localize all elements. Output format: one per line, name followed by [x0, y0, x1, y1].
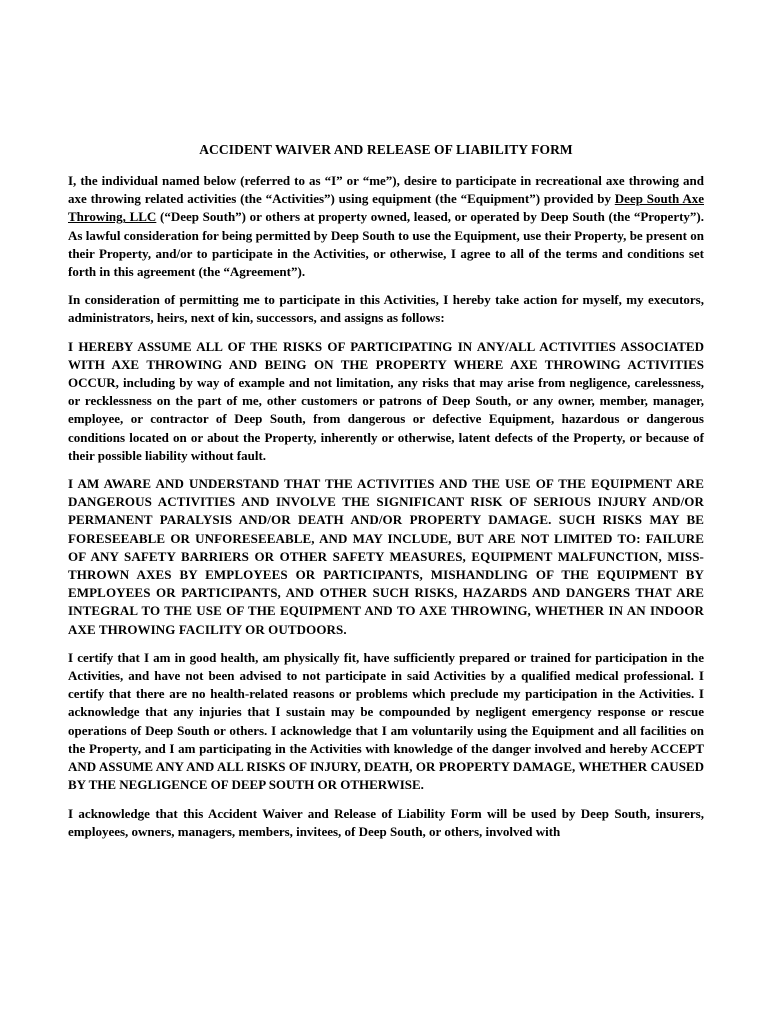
paragraph-health-certification: [68, 649, 704, 795]
paragraph-dangers: I AM AWARE AND UNDERSTAND THAT THE ACTIVITIES AND THE USE OF THE EQUIPMENT ARE DANGEROUS ACTIVITIES AND INVOLVE THE SIGNIFICANT RISK OF SERIOUS INJURY AND/OR PERMANENT PARALYSIS AND/OR DEATH AND/OR PROPERTY DAMAGE. SUCH RISKS MAY BE FORESEEABLE OR UNFORESEEABLE, AND MAY INCLUDE, BUT ARE NOT LIMITED TO: FAILURE OF ANY SAFETY BARRIERS OR OTHER SAFETY MEASURES, EQUIPMENT MALFUNCTION, MISS-THROWN AXES BY EMPLOYEES OR PARTICIPANTS, MISHANDLING OF THE EQUIPMENT BY EMPLOYEES OR PARTICIPANTS, AND OTHER SUCH RISKS, HAZARDS AND DANGERS THAT ARE INTEGRAL TO THE USE OF THE EQUIPMENT AND TO AXE THROWING, WHETHER IN AN INDOOR AXE THROWING FACILITY OR OUTDOORS.: [68, 476, 704, 637]
company-name: Deep South Axe Throwing, LLC: [68, 191, 704, 225]
document-page: [68, 142, 704, 851]
paragraph-participation: [68, 172, 704, 281]
assumption-of-risk-text: including by way of example and not limitation, any risks that may arise from negligence, carelessness, or recklessness on the part of me, other customers or patrons of Deep South, or any owner, member, manager, employee, or contractor of Deep South, from dangerous or defective Equipment, hazardous or dangerous conditions located on or about the Property, inherently or otherwise, latent defects of the Property, or because of their possible liability without fault.: [68, 375, 704, 463]
paragraph-assumption-of-risk: [68, 338, 704, 465]
paragraph-consideration: In consideration of permitting me to participate in this Activities, I hereby take action for myself, my executors, administrators, heirs, next of kin, successors, and assigns as follows:: [68, 292, 704, 326]
paragraph-acknowledgement: I acknowledge that this Accident Waiver and Release of Liability Form will be used by Deep South, insurers, employees, owners, managers, members, invitees, of Deep South, or others, involved with: [68, 805, 704, 839]
document-title: ACCIDENT WAIVER AND RELEASE OF LIABILITY FORM: [199, 142, 573, 157]
paragraph-participation-text-1: I, the individual named below (referred to as “I” or “me”), desire to participate in recreational axe throwing and axe throwing related activities (the “Activities”) using equipment (the “Equipment”) provided by: [68, 173, 704, 207]
assumption-of-risk-caps: I HEREBY ASSUME ALL OF THE RISKS OF PARTICIPATING IN ANY/ALL ACTIVITIES ASSOCIATED WITH AXE THROWING AND BEING ON THE PROPERTY WHERE AXE THROWING ACTIVITIES OCCUR,: [68, 338, 704, 391]
health-certification-caps: ACCEPT AND ASSUME ANY AND ALL RISKS OF INJURY, DEATH, OR PROPERTY DAMAGE, WHETHER CAUSED BY THE NEGLIGENCE OF DEEP SOUTH OR OTHERWISE.: [68, 740, 704, 793]
health-certification-text: I certify that I am in good health, am physically fit, have sufficiently prepared or trained for participation in the Activities, and have not been advised to not participate in said Activities by a qualified medical professional. I certify that there are no health-related reasons or problems which preclude my participation in the Activities. I acknowledge that any injuries that I sustain may be compounded by negligent emergency response or rescue operations of Deep South or others. I acknowledge that I am voluntarily using the Equipment and all facilities on the Property, and I am participating in the Activities with knowledge of the danger involved and hereby: [68, 649, 704, 756]
paragraph-participation-text-2: (“Deep South”) or others at property owned, leased, or operated by Deep South (the “Property”). As lawful consideration for being permitted by Deep South to use the Equipment, use their Property, be present on their Property, and/or to participate in the Activities, or otherwise, I agree to all of the terms and conditions set forth in this agreement (the “Agreement”).: [68, 209, 704, 280]
